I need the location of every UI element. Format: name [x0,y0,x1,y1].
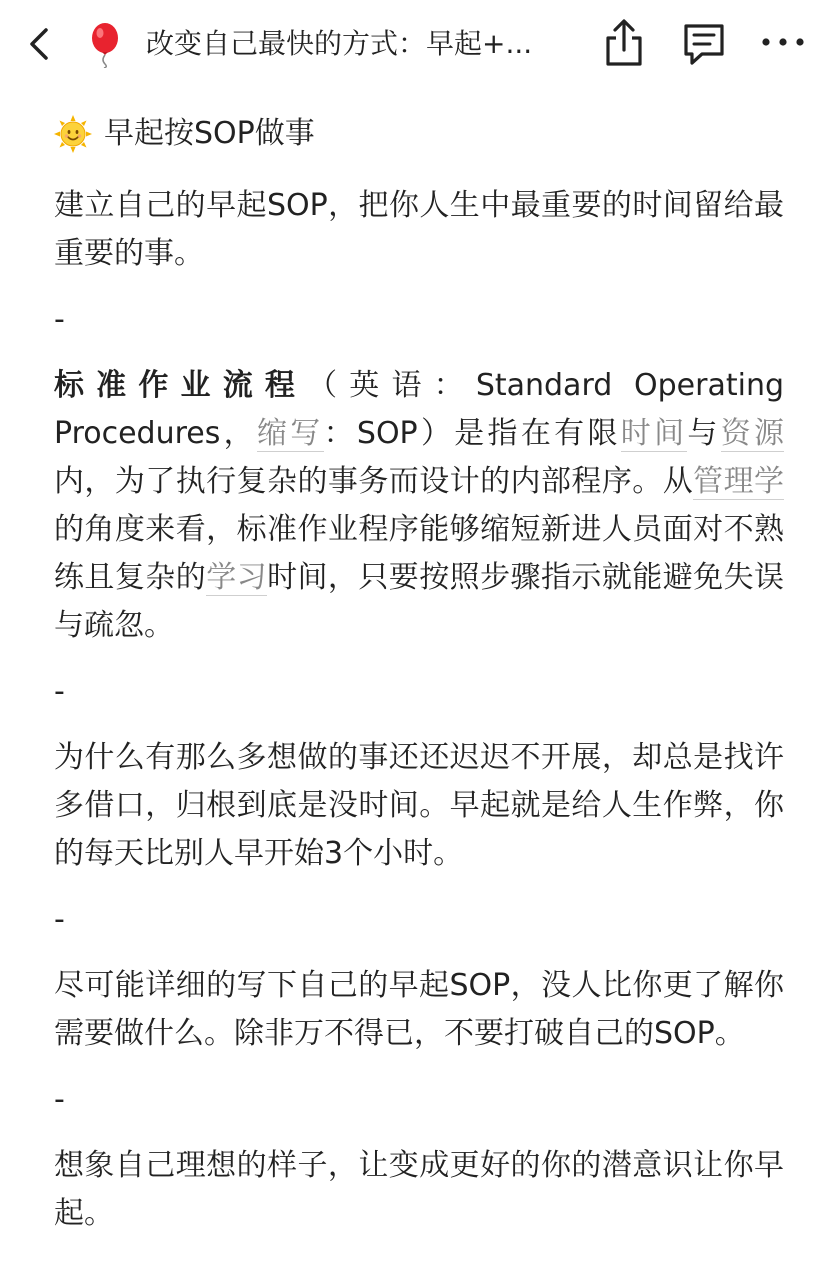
definition-text: 的角度来看，标准作业程序能够缩短新进人员面对不熟练且复杂的 [54,512,784,595]
comment-icon [680,22,728,68]
sop-definition-paragraph [54,362,784,650]
link-abbreviation[interactable]: 缩写 [256,416,324,451]
more-icon [760,30,806,54]
write-sop-paragraph: 尽可能详细的写下自己的早起SOP，没人比你更了解你需要做什么。除非万不得已，不要打破自己的SOP。 [54,968,784,1051]
definition-text: 时间，只要按照步骤指示就能避免失误与疏忽。 [54,560,785,643]
comment-button[interactable] [680,22,728,68]
divider-dash: - [54,902,65,937]
page-title: 改变自己最快的方式：早起+... [146,27,533,60]
definition-text: ：SOP）是指在有限 [323,416,621,451]
why-paragraph: 为什么有那么多想做的事还还迟迟不开展，却总是找许多借口，归根到底是没时间。早起就是给人生作弊，你的每天比别人早开始3个小时。 [54,740,784,871]
imagine-paragraph: 想象自己理想的样子，让变成更好的你的潜意识让你早起。 [54,1148,784,1231]
link-time[interactable]: 时间 [620,416,688,451]
share-button[interactable] [602,18,646,68]
definition-text: （英语：Standard Operating Procedures， [54,368,784,451]
link-management[interactable]: 管理学 [693,464,785,499]
definition-text: 与 [687,416,721,451]
divider-dash: - [54,302,65,337]
back-button[interactable] [22,24,58,64]
sun-face-icon [54,115,92,153]
intro-paragraph: 建立自己的早起SOP，把你人生中最重要的时间留给最重要的事。 [54,188,784,271]
back-arrow-icon [22,24,58,64]
divider-dash: - [54,1082,65,1117]
sop-term: 标准作业流程 [54,368,308,403]
top-bar [0,0,828,92]
balloon-icon [86,22,124,68]
heading-text: 早起按SOP做事 [104,116,315,151]
divider-dash: - [54,674,65,709]
link-learning[interactable]: 学习 [206,560,268,595]
link-resources[interactable]: 资源 [720,416,785,451]
share-icon [602,18,646,68]
section-heading [54,108,784,160]
more-button[interactable] [760,30,806,54]
definition-text: 内，为了执行复杂的事务而设计的内部程序。从 [54,464,694,499]
article-body [54,108,784,1256]
